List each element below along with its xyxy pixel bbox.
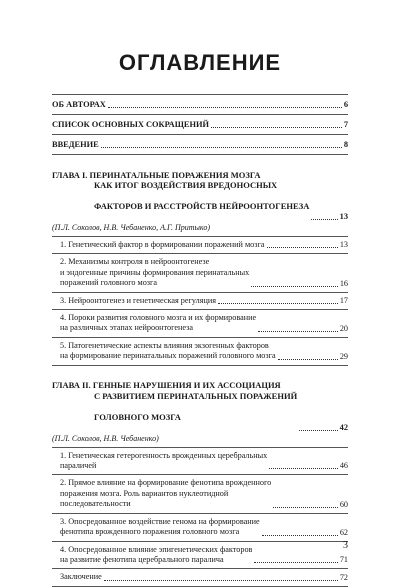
toc-section[interactable] (52, 569, 348, 585)
entry-label: 2. Механизмы контроля в нейроонтогенезе и эндогенные причины формирования перинатальных поражений головного мозга (60, 257, 250, 288)
toc-chapter-1[interactable] (52, 155, 348, 222)
chapter-title-line: ГОЛОВНОГО МОЗГА (94, 411, 181, 422)
dot-leader (108, 107, 342, 108)
toc-section[interactable] (52, 293, 348, 309)
dot-leader (251, 286, 338, 287)
entry-page: 16 (339, 278, 348, 288)
entry-page: 8 (343, 140, 348, 149)
toc-section[interactable] (52, 514, 348, 541)
entry-label: 3. Нейроонтогенез и генетическая регуляция (60, 295, 217, 305)
page-title: ОГЛАВЛЕНИЕ (118, 50, 282, 75)
toc-section[interactable] (52, 338, 348, 365)
chapter-title-line: С РАЗВИТИЕМ ПЕРИНАТАЛЬНЫХ ПОРАЖЕНИЙ (94, 390, 298, 401)
toc-chapter-2[interactable] (52, 366, 348, 433)
dot-leader (254, 562, 337, 563)
toc-entry-about-authors[interactable] (52, 95, 348, 114)
entry-page: 46 (339, 461, 348, 471)
toc-section[interactable] (52, 475, 348, 512)
entry-page: 7 (343, 120, 348, 129)
chapter-title-line: ГЛАВА I. ПЕРИНАТАЛЬНЫЕ ПОРАЖЕНИЯ МОЗГА (52, 169, 261, 180)
toc-section[interactable] (52, 237, 348, 253)
entry-page: 13 (339, 240, 348, 250)
toc-section[interactable] (52, 448, 348, 475)
entry-label: 2. Прямое влияние на формирование фенотипа врожденного поражения мозга. Роль вариантов нуклеотидной последовательности (60, 478, 272, 509)
entry-page: 29 (339, 351, 348, 361)
entry-page: 13 (339, 212, 348, 221)
dot-leader (269, 468, 338, 469)
entry-label: 3. Опосредованное воздействие генома на формирование фенотипа врожденного поражения головного мозга (60, 516, 260, 537)
entry-label: Заключение (60, 572, 102, 582)
entry-label: 1. Генетическая гетерогенность врожденных церебральных параличей (60, 450, 268, 471)
chapter-title-line: ГЛАВА II. ГЕННЫЕ НАРУШЕНИЯ И ИХ АССОЦИАЦИЯ (52, 380, 281, 391)
dot-leader (299, 430, 337, 431)
dot-leader (278, 359, 338, 360)
dot-leader (262, 535, 338, 536)
page-number: 3 (343, 540, 348, 551)
dot-leader (101, 147, 342, 148)
entry-label: ВВЕДЕНИЕ (52, 140, 99, 149)
dot-leader (218, 303, 338, 304)
entry-page: 72 (339, 572, 348, 582)
dot-leader (211, 127, 342, 128)
chapter-title-line: КАК ИТОГ ВОЗДЕЙСТВИЯ ВРЕДОНОСНЫХ (94, 180, 278, 190)
entry-page: 42 (339, 422, 348, 432)
chapter-title (52, 159, 309, 222)
chapter-authors: (П.Л. Соколов, Н.В. Чебаненко, А.Г. Притыко) (52, 223, 211, 232)
entry-label: 1. Генетический фактор в формировании поражений мозга (60, 240, 265, 249)
toc-entry-abbreviations[interactable] (52, 115, 348, 134)
chapter-title-line: ФАКТОРОВ И РАССТРОЙСТВ НЕЙРООНТОГЕНЕЗА (94, 201, 310, 211)
entry-page: 62 (339, 527, 348, 537)
entry-label: ОБ АВТОРАХ (52, 100, 106, 109)
toc-entry-introduction[interactable] (52, 135, 348, 154)
toc-section[interactable] (52, 542, 348, 569)
dot-leader (267, 247, 338, 248)
chapter-title (52, 370, 297, 433)
entry-page: 60 (339, 499, 348, 509)
entry-page: 20 (339, 323, 348, 333)
dot-leader (273, 507, 338, 508)
toc-section[interactable] (52, 254, 348, 291)
dot-leader (258, 331, 338, 332)
entry-page: 71 (339, 555, 348, 565)
table-of-contents (52, 94, 348, 587)
entry-page: 6 (343, 100, 348, 109)
entry-label: СПИСОК ОСНОВНЫХ СОКРАЩЕНИЙ (52, 120, 210, 129)
entry-label: 4. Пороки развития головного мозга и их формирование на различных этапах нейроонтогенеза (60, 313, 257, 333)
chapter-authors: (П.Л. Соколов, Н.В. Чебаненко) (52, 433, 159, 443)
entry-page: 17 (339, 296, 348, 306)
toc-section[interactable] (52, 310, 348, 337)
entry-label: 5. Патогенетические аспекты влияния экзогенных факторов на формирование перинатальных поражений головного мозга (60, 340, 276, 361)
dot-leader (311, 219, 337, 220)
entry-label: 4. Опосредованное влияние эпигенетических факторов на развитие фенотипа церебрального паралича (60, 544, 253, 564)
